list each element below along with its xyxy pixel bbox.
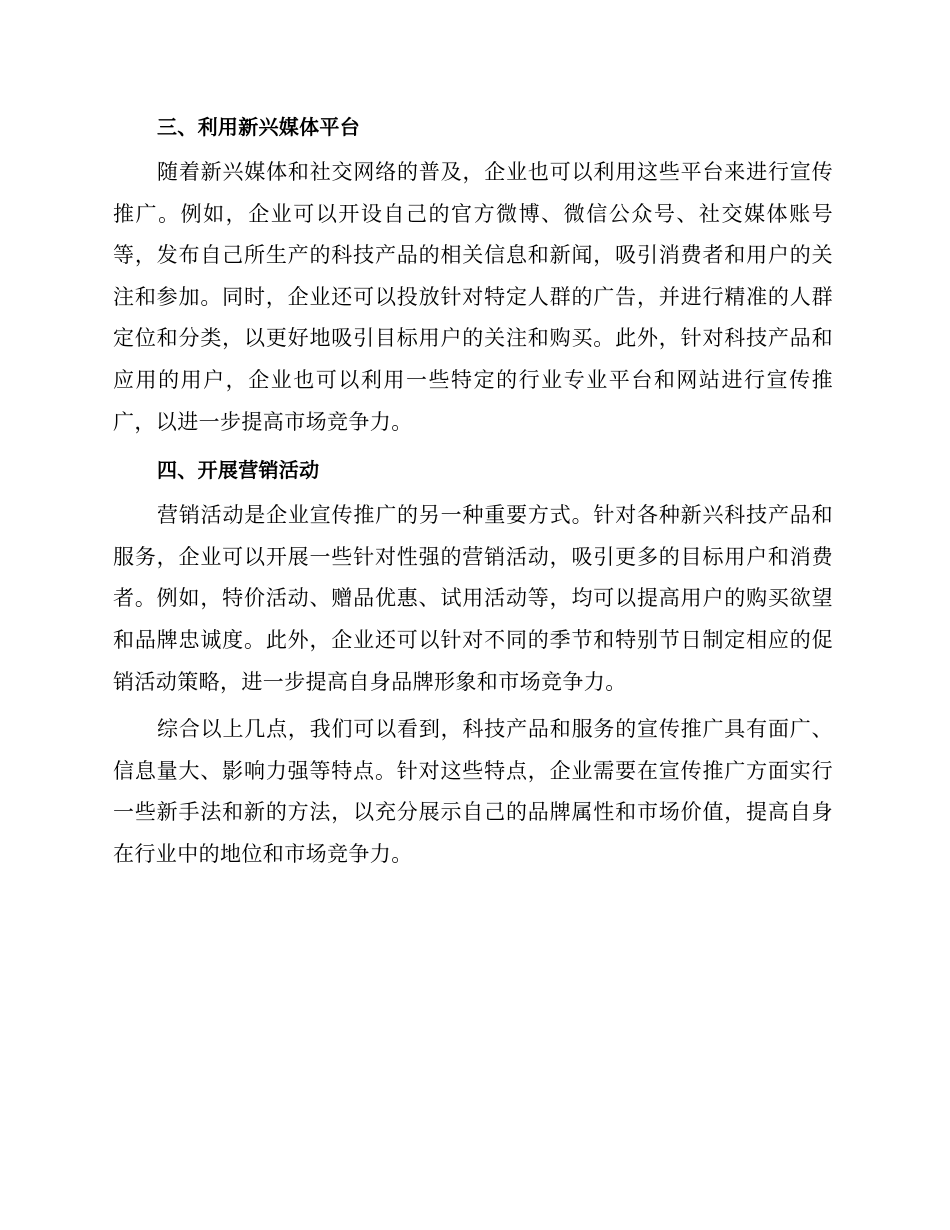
- section-heading-4: 四、开展营销活动: [157, 458, 320, 483]
- section-heading-3: 三、利用新兴媒体平台: [157, 115, 360, 139]
- section-paragraph-3: 随着新兴媒体和社交网络的普及，企业也可以利用这些平台来进行宣传推广。例如，企业可以开设自己的官方微博、微信公众号、社交媒体账号等，发布自己所生产的科技产品的相关信息和新闻，吸引消费者和用户的关注和参加。同时，企业还可以投放针对特定人群的广告，并进行精准的人群定位和分类，以更好地吸引目标用户的关注和购买。此外，针对科技产品和应用的用户，企业也可以利用一些特定的行业专业平台和网站进行宣传推广，以进一步提高市场竞争力。: [113, 160, 833, 434]
- document-body: [113, 106, 833, 882]
- section-paragraph-4: 营销活动是企业宣传推广的另一种重要方式。针对各种新兴科技产品和服务，企业可以开展一些针对性强的营销活动，吸引更多的目标用户和消费者。例如，特价活动、赠品优惠、试用活动等，均可以提高用户的购买欲望和品牌忠诚度。此外，企业还可以针对不同的季节和特别节日制定相应的促销活动策略，进一步提高自身品牌形象和市场竞争力。: [113, 503, 833, 694]
- conclusion-paragraph: 综合以上几点，我们可以看到，科技产品和服务的宣传推广具有面广、信息量大、影响力强等特点。针对这些特点，企业需要在宣传推广方面实行一些新手法和新的方法，以充分展示自己的品牌属性和市场价值，提高自身在行业中的地位和市场竞争力。: [113, 717, 833, 866]
